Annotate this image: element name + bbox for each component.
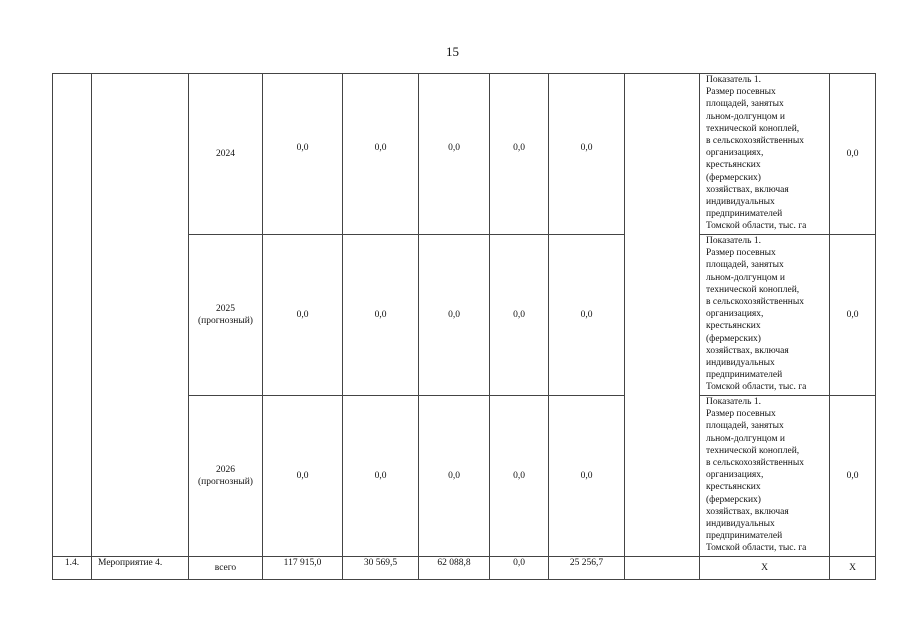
cell-value bbox=[490, 74, 549, 235]
indicator-line: (фермерских) bbox=[706, 494, 761, 505]
value-text: 0,0 bbox=[580, 309, 593, 320]
cell-indicator-value: 0,0 bbox=[830, 235, 876, 396]
cell-value bbox=[343, 74, 419, 235]
indicator-line: льном-долгунцом и bbox=[706, 111, 785, 122]
value-text: 0,0 bbox=[513, 470, 525, 481]
indicator-line: в сельскохозяйственных bbox=[706, 458, 805, 469]
cell-value bbox=[263, 74, 343, 235]
indicator-line: хозяйствах, включая bbox=[706, 506, 789, 517]
cell-value bbox=[419, 74, 490, 235]
year-label: 2026 bbox=[216, 464, 235, 475]
indicator-line: (фермерских) bbox=[706, 172, 761, 183]
cell-value bbox=[343, 235, 419, 396]
indicator-line: площадей, занятых bbox=[706, 260, 784, 271]
value-text: 0,0 bbox=[580, 142, 593, 153]
indicator-line: предпринимателей bbox=[706, 531, 783, 542]
cell-activity-year: всего bbox=[189, 557, 263, 580]
cell-num-empty bbox=[53, 74, 92, 557]
indicator-line: площадей, занятых bbox=[706, 99, 784, 110]
indicator-line: технической коноплей, bbox=[706, 123, 800, 134]
value-text: 0,0 bbox=[513, 142, 525, 153]
indicator-line: в сельскохозяйственных bbox=[706, 136, 805, 147]
cell-empty-merged bbox=[625, 74, 700, 557]
value-text: 0,0 bbox=[296, 470, 309, 481]
page-number: 15 bbox=[446, 44, 459, 59]
indicator-line: индивидуальных bbox=[706, 197, 775, 208]
cell-activity-value: 62 088,8 bbox=[419, 557, 490, 580]
indicator-line: Показатель 1. bbox=[706, 397, 761, 407]
indicator-line: хозяйствах, включая bbox=[706, 184, 789, 195]
indicator-line: Томской области, тыс. га bbox=[706, 543, 807, 554]
indicator-line: Показатель 1. bbox=[706, 236, 761, 246]
value-text: 0,0 bbox=[448, 309, 460, 320]
year-note: (прогнозный) bbox=[198, 477, 253, 487]
cell-value bbox=[419, 235, 490, 396]
cell-activity-num: 1.4. bbox=[53, 557, 92, 580]
cell-activity-indicator-value: X bbox=[830, 557, 876, 580]
indicator-line: Размер посевных bbox=[706, 248, 776, 259]
cell-value bbox=[549, 396, 625, 557]
indicator-line: хозяйствах, включая bbox=[706, 345, 789, 356]
indicator-line: индивидуальных bbox=[706, 519, 775, 530]
table-row-activity-4 bbox=[53, 557, 876, 580]
cell-year bbox=[189, 235, 263, 396]
cell-value bbox=[549, 235, 625, 396]
cell-value bbox=[490, 396, 549, 557]
indicator-line: индивидуальных bbox=[706, 358, 775, 369]
cell-name-empty bbox=[92, 74, 189, 557]
indicator-line: Размер посевных bbox=[706, 409, 776, 420]
value-text: 0,0 bbox=[513, 309, 525, 320]
indicator-line: организациях, bbox=[706, 470, 764, 481]
cell-value bbox=[263, 235, 343, 396]
value-text: 0,0 bbox=[374, 470, 387, 481]
indicator-line: предпринимателей bbox=[706, 370, 783, 381]
value-text: 0,0 bbox=[296, 309, 309, 320]
indicator-line: площадей, занятых bbox=[706, 421, 784, 432]
indicator-line: льном-долгунцом и bbox=[706, 272, 785, 283]
cell-activity-empty bbox=[625, 557, 700, 580]
indicator-line: льном-долгунцом и bbox=[706, 433, 785, 444]
cell-indicator-value: 0,0 bbox=[830, 396, 876, 557]
cell-activity-name: Мероприятие 4. bbox=[92, 557, 189, 580]
indicator-line: в сельскохозяйственных bbox=[706, 297, 805, 308]
value-text: 0,0 bbox=[580, 470, 593, 481]
cell-value bbox=[419, 396, 490, 557]
indicator-line: организациях, bbox=[706, 309, 764, 320]
year-label: 2024 bbox=[216, 148, 235, 159]
indicator-line: организациях, bbox=[706, 148, 764, 159]
program-table bbox=[52, 73, 876, 580]
indicator-line: (фермерских) bbox=[706, 333, 761, 344]
indicator-line: предпринимателей bbox=[706, 209, 783, 220]
indicator-line: крестьянских bbox=[706, 482, 761, 493]
cell-activity-value: 117 915,0 bbox=[263, 557, 343, 580]
table-row-2024 bbox=[53, 74, 876, 235]
indicator-line: технической коноплей, bbox=[706, 445, 800, 456]
cell-year bbox=[189, 74, 263, 235]
cell-indicator bbox=[700, 235, 830, 396]
indicator-line: крестьянских bbox=[706, 321, 761, 332]
cell-activity-value: 0,0 bbox=[490, 557, 549, 580]
cell-activity-value: 25 256,7 bbox=[549, 557, 625, 580]
value-text: 0,0 bbox=[448, 470, 460, 481]
cell-value bbox=[490, 235, 549, 396]
indicator-line: технической коноплей, bbox=[706, 284, 800, 295]
year-note: (прогнозный) bbox=[198, 316, 253, 326]
indicator-line: крестьянских bbox=[706, 160, 761, 171]
cell-indicator bbox=[700, 396, 830, 557]
cell-activity-value: 30 569,5 bbox=[343, 557, 419, 580]
indicator-line: Показатель 1. bbox=[706, 75, 761, 85]
value-text: 0,0 bbox=[374, 309, 387, 320]
value-text: 0,0 bbox=[374, 142, 387, 153]
indicator-line: Томской области, тыс. га bbox=[706, 221, 807, 232]
value-text: 0,0 bbox=[296, 142, 309, 153]
indicator-line: Томской области, тыс. га bbox=[706, 382, 807, 393]
cell-value bbox=[343, 396, 419, 557]
indicator-line: Размер посевных bbox=[706, 87, 776, 98]
cell-value bbox=[263, 396, 343, 557]
cell-value bbox=[549, 74, 625, 235]
value-text: 0,0 bbox=[448, 142, 460, 153]
cell-activity-indicator: X bbox=[700, 557, 830, 580]
cell-indicator-value: 0,0 bbox=[830, 74, 876, 235]
cell-year bbox=[189, 396, 263, 557]
year-label: 2025 bbox=[216, 303, 235, 314]
cell-indicator bbox=[700, 74, 830, 235]
